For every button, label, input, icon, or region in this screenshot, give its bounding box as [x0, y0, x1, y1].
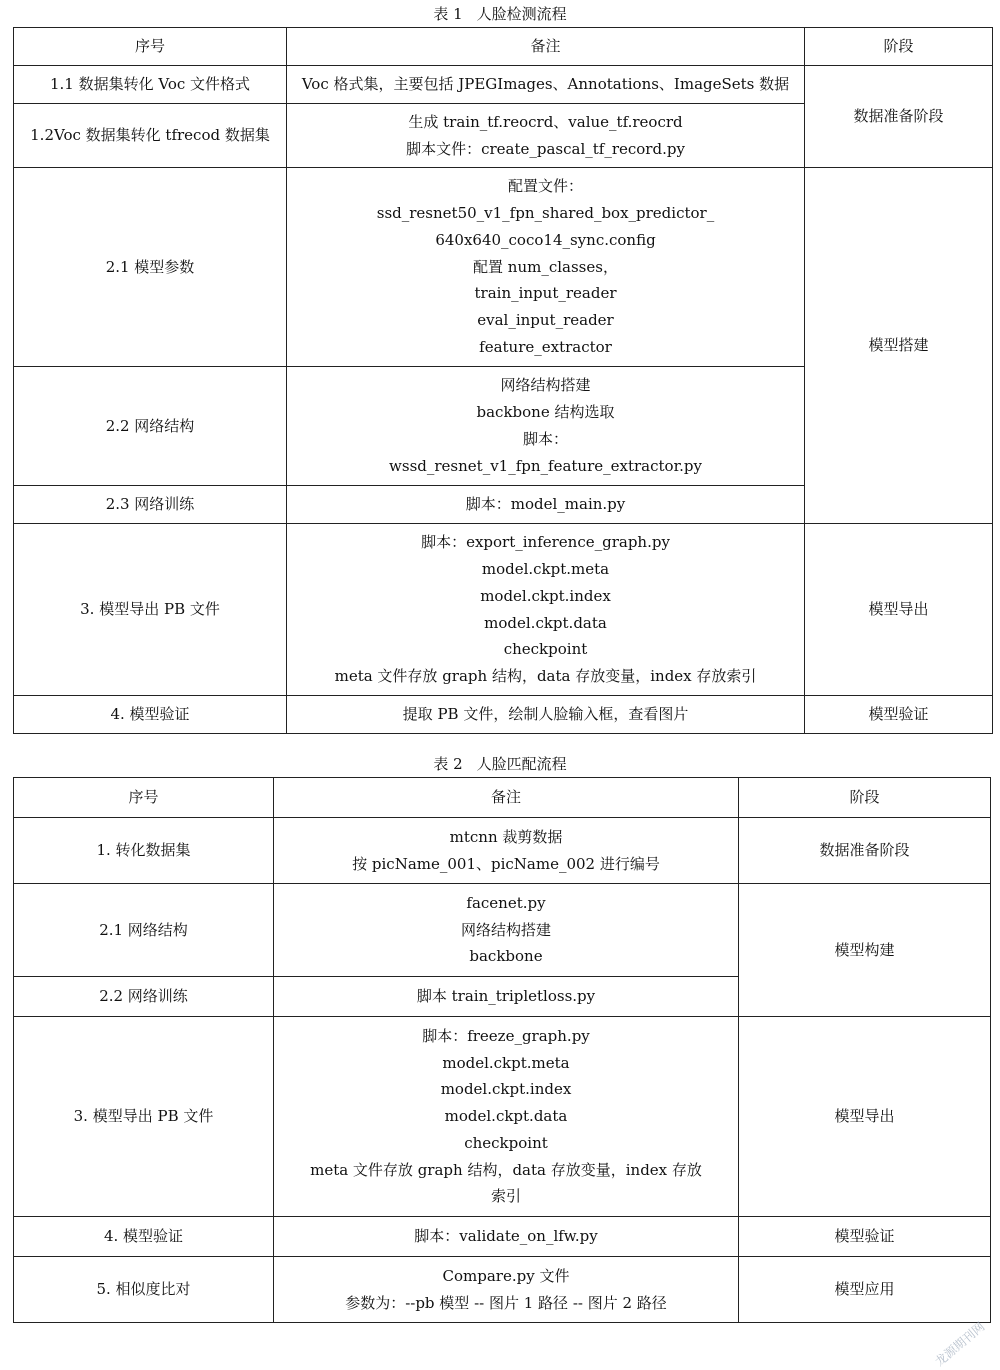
- table-row: [14, 696, 993, 734]
- table1-caption-title: 人脸检测流程: [476, 5, 567, 23]
- table-row: [14, 818, 991, 884]
- note-line: 按 picName_001、picName_002 进行编号: [352, 854, 660, 873]
- note-line: model.ckpt.data: [484, 613, 607, 632]
- header-seq: 序号: [14, 28, 287, 66]
- notes-cell: [274, 1217, 739, 1257]
- table-row: [14, 168, 993, 367]
- seq-cell: 3. 模型导出 PB 文件: [14, 1017, 274, 1217]
- stage-cell: 模型验证: [805, 696, 993, 734]
- note-line: 配置文件：: [507, 177, 583, 196]
- note-line: 640x640_coco14_sync.config: [435, 230, 656, 249]
- note-line: meta 文件存放 graph 结构，data 存放变量，index 存放: [310, 1160, 702, 1179]
- note-line: mtcnn 裁剪数据: [449, 827, 563, 846]
- stage-cell: 模型构建: [739, 884, 991, 1017]
- note-line: ssd_resnet50_v1_fpn_shared_box_predictor_: [376, 204, 715, 222]
- note-line: 脚本：freeze_graph.py: [422, 1026, 590, 1045]
- header-stage: 阶段: [739, 778, 991, 818]
- notes-cell: [287, 104, 805, 168]
- notes-cell: [287, 367, 805, 486]
- note-line: 网络结构搭建: [500, 376, 591, 395]
- note-line: model.ckpt.index: [480, 586, 611, 605]
- note-line: Compare.py 文件: [442, 1266, 570, 1285]
- note-line: model.ckpt.index: [440, 1080, 572, 1099]
- note-line: checkpoint: [464, 1133, 548, 1152]
- table-row: [14, 1217, 991, 1257]
- note-line: 提取 PB 文件，绘制人脸输入框，查看图片: [402, 705, 689, 724]
- note-line: backbone: [469, 947, 543, 966]
- notes-cell: [274, 1017, 739, 1217]
- notes-cell: [274, 977, 739, 1017]
- notes-cell: [274, 884, 739, 977]
- note-line: train_input_reader: [474, 284, 617, 303]
- header-notes: 备注: [274, 778, 739, 818]
- table2-caption: [0, 753, 1000, 774]
- note-line: checkpoint: [503, 640, 588, 659]
- table1-caption-number: 表 1: [433, 5, 463, 23]
- note-line: wssd_resnet_v1_fpn_feature_extractor.py: [389, 456, 702, 475]
- notes-cell: [287, 168, 805, 367]
- table1-caption: [0, 3, 1000, 24]
- seq-cell: 2.1 网络结构: [14, 884, 274, 977]
- stage-cell: 模型导出: [805, 524, 993, 696]
- note-line: 网络结构搭建: [460, 920, 551, 939]
- note-line: 索引: [490, 1187, 521, 1206]
- table1: [13, 27, 993, 734]
- note-line: model.ckpt.meta: [442, 1053, 570, 1072]
- stage-cell: 模型验证: [739, 1217, 991, 1257]
- seq-cell: 5. 相似度比对: [14, 1257, 274, 1323]
- notes-cell: [287, 696, 805, 734]
- table-row: [14, 1257, 991, 1323]
- stage-cell: 模型搭建: [805, 168, 993, 524]
- table2-caption-title: 人脸匹配流程: [476, 755, 567, 773]
- note-line: 脚本文件：create_pascal_tf_record.py: [406, 139, 685, 158]
- seq-cell: 4. 模型验证: [14, 1217, 274, 1257]
- seq-cell: 1.1 数据集转化 Voc 文件格式: [14, 66, 287, 104]
- stage-cell: 数据准备阶段: [739, 818, 991, 884]
- seq-cell: 2.1 模型参数: [14, 168, 287, 367]
- note-line: 脚本：model_main.py: [465, 495, 626, 514]
- note-line: meta 文件存放 graph 结构，data 存放变量，index 存放索引: [334, 667, 757, 686]
- seq-cell: 2.3 网络训练: [14, 486, 287, 524]
- seq-cell: 2.2 网络训练: [14, 977, 274, 1017]
- notes-cell: [274, 1257, 739, 1323]
- header-seq: 序号: [14, 778, 274, 818]
- note-line: 参数为：--pb 模型 -- 图片 1 路径 -- 图片 2 路径: [345, 1293, 667, 1312]
- notes-cell: [287, 524, 805, 696]
- table2-header-row: [14, 778, 991, 818]
- table-row: [14, 524, 993, 696]
- stage-cell: 模型导出: [739, 1017, 991, 1217]
- note-line: eval_input_reader: [477, 311, 614, 330]
- header-notes: 备注: [287, 28, 805, 66]
- seq-cell: 3. 模型导出 PB 文件: [14, 524, 287, 696]
- note-line: facenet.py: [466, 893, 546, 912]
- note-line: model.ckpt.data: [444, 1107, 568, 1126]
- table-row: [14, 1017, 991, 1217]
- stage-cell: 数据准备阶段: [805, 66, 993, 168]
- seq-cell: 1.2Voc 数据集转化 tfrecod 数据集: [14, 104, 287, 168]
- notes-cell: [287, 486, 805, 524]
- seq-cell: 4. 模型验证: [14, 696, 287, 734]
- notes-cell: [274, 818, 739, 884]
- table-row: [14, 66, 993, 104]
- table2: [13, 777, 991, 1323]
- table1-header-row: [14, 28, 993, 66]
- note-line: 脚本 train_tripletloss.py: [416, 987, 596, 1006]
- seq-cell: 1. 转化数据集: [14, 818, 274, 884]
- watermark: 龙源期刊网: [932, 1319, 988, 1369]
- note-line: 生成 train_tf.reocrd、value_tf.reocrd: [408, 112, 683, 131]
- note-line: backbone 结构选取: [476, 403, 615, 422]
- table-row: [14, 884, 991, 977]
- note-line: 脚本：validate_on_lfw.py: [414, 1227, 598, 1246]
- header-stage: 阶段: [805, 28, 993, 66]
- note-line: 脚本：: [522, 430, 568, 448]
- note-line: 脚本：export_inference_graph.py: [421, 533, 670, 552]
- stage-cell: 模型应用: [739, 1257, 991, 1323]
- table2-caption-number: 表 2: [433, 755, 463, 773]
- notes-cell: [287, 66, 805, 104]
- note-line: model.ckpt.meta: [481, 559, 610, 578]
- seq-cell: 2.2 网络结构: [14, 367, 287, 486]
- note-line: feature_extractor: [479, 337, 612, 356]
- note-line: Voc 格式集，主要包括 JPEGImages、Annotations、ImageSets 数据: [301, 75, 790, 94]
- note-line: 配置 num_classes，: [473, 257, 618, 276]
